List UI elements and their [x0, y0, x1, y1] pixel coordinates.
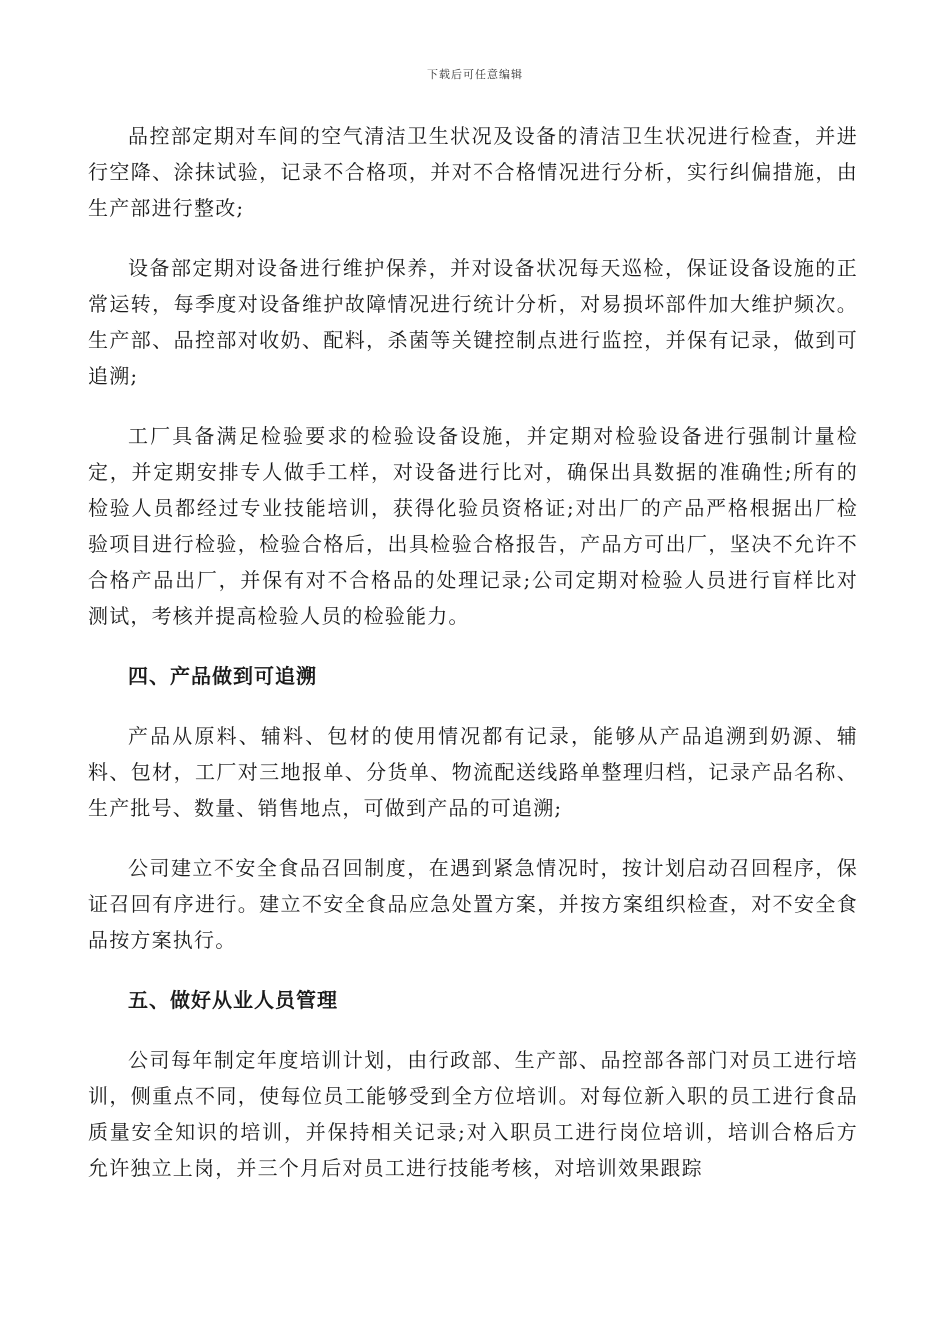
paragraph-recall-system: 公司建立不安全食品召回制度，在遇到紧急情况时，按计划启动召回程序，保证召回有序进行。建立不安全食品应急处置方案，并按方案组织检查，对不安全食品按方案执行。 — [88, 856, 858, 952]
paragraph-inspection-equipment: 工厂具备满足检验要求的检验设备设施，并定期对检验设备进行强制计量检定，并定期安排专人做手工样，对设备进行比对，确保出具数据的准确性;所有的检验人员都经过专业技能培训，获得化验员资格证;对出厂的产品严格根据出厂检验项目进行检验，检验合格后，出具检验合格报告，产品方可出厂，坚决不允许不合格产品出厂，并保有对不合格品的处理记录;公司定期对检验人员进行盲样比对测试，考核并提高检验人员的检验能力。 — [88, 424, 858, 628]
paragraph-hygiene-inspection: 品控部定期对车间的空气清洁卫生状况及设备的清洁卫生状况进行检查，并进行空降、涂抹试验，记录不合格项，并对不合格情况进行分析，实行纠偏措施，由生产部进行整改; — [88, 124, 858, 220]
page-header: 下载后可任意编辑 — [427, 68, 523, 81]
section-heading-staff-management: 五、做好从业人员管理 — [128, 988, 338, 1012]
document-body — [88, 118, 858, 1186]
paragraph-staff-training: 公司每年制定年度培训计划，由行政部、生产部、品控部各部门对员工进行培训，侧重点不同，使每位员工能够受到全方位培训。对每位新入职的员工进行食品质量安全知识的培训，并保持相关记录;对入职员工进行岗位培训，培训合格后方允许独立上岗，并三个月后对员工进行技能考核，对培训效果跟踪 — [88, 1048, 858, 1180]
section-heading-traceability: 四、产品做到可追溯 — [128, 664, 317, 688]
paragraph-equipment-maintenance: 设备部定期对设备进行维护保养，并对设备状况每天巡检，保证设备设施的正常运转，每季度对设备维护故障情况进行统计分析，对易损坏部件加大维护频次。生产部、品控部对收奶、配料，杀菌等关键控制点进行监控，并保有记录，做到可追溯; — [88, 256, 858, 388]
paragraph-product-traceability: 产品从原料、辅料、包材的使用情况都有记录，能够从产品追溯到奶源、辅料、包材，工厂对三地报单、分货单、物流配送线路单整理归档，记录产品名称、生产批号、数量、销售地点，可做到产品的可追溯; — [88, 724, 858, 820]
